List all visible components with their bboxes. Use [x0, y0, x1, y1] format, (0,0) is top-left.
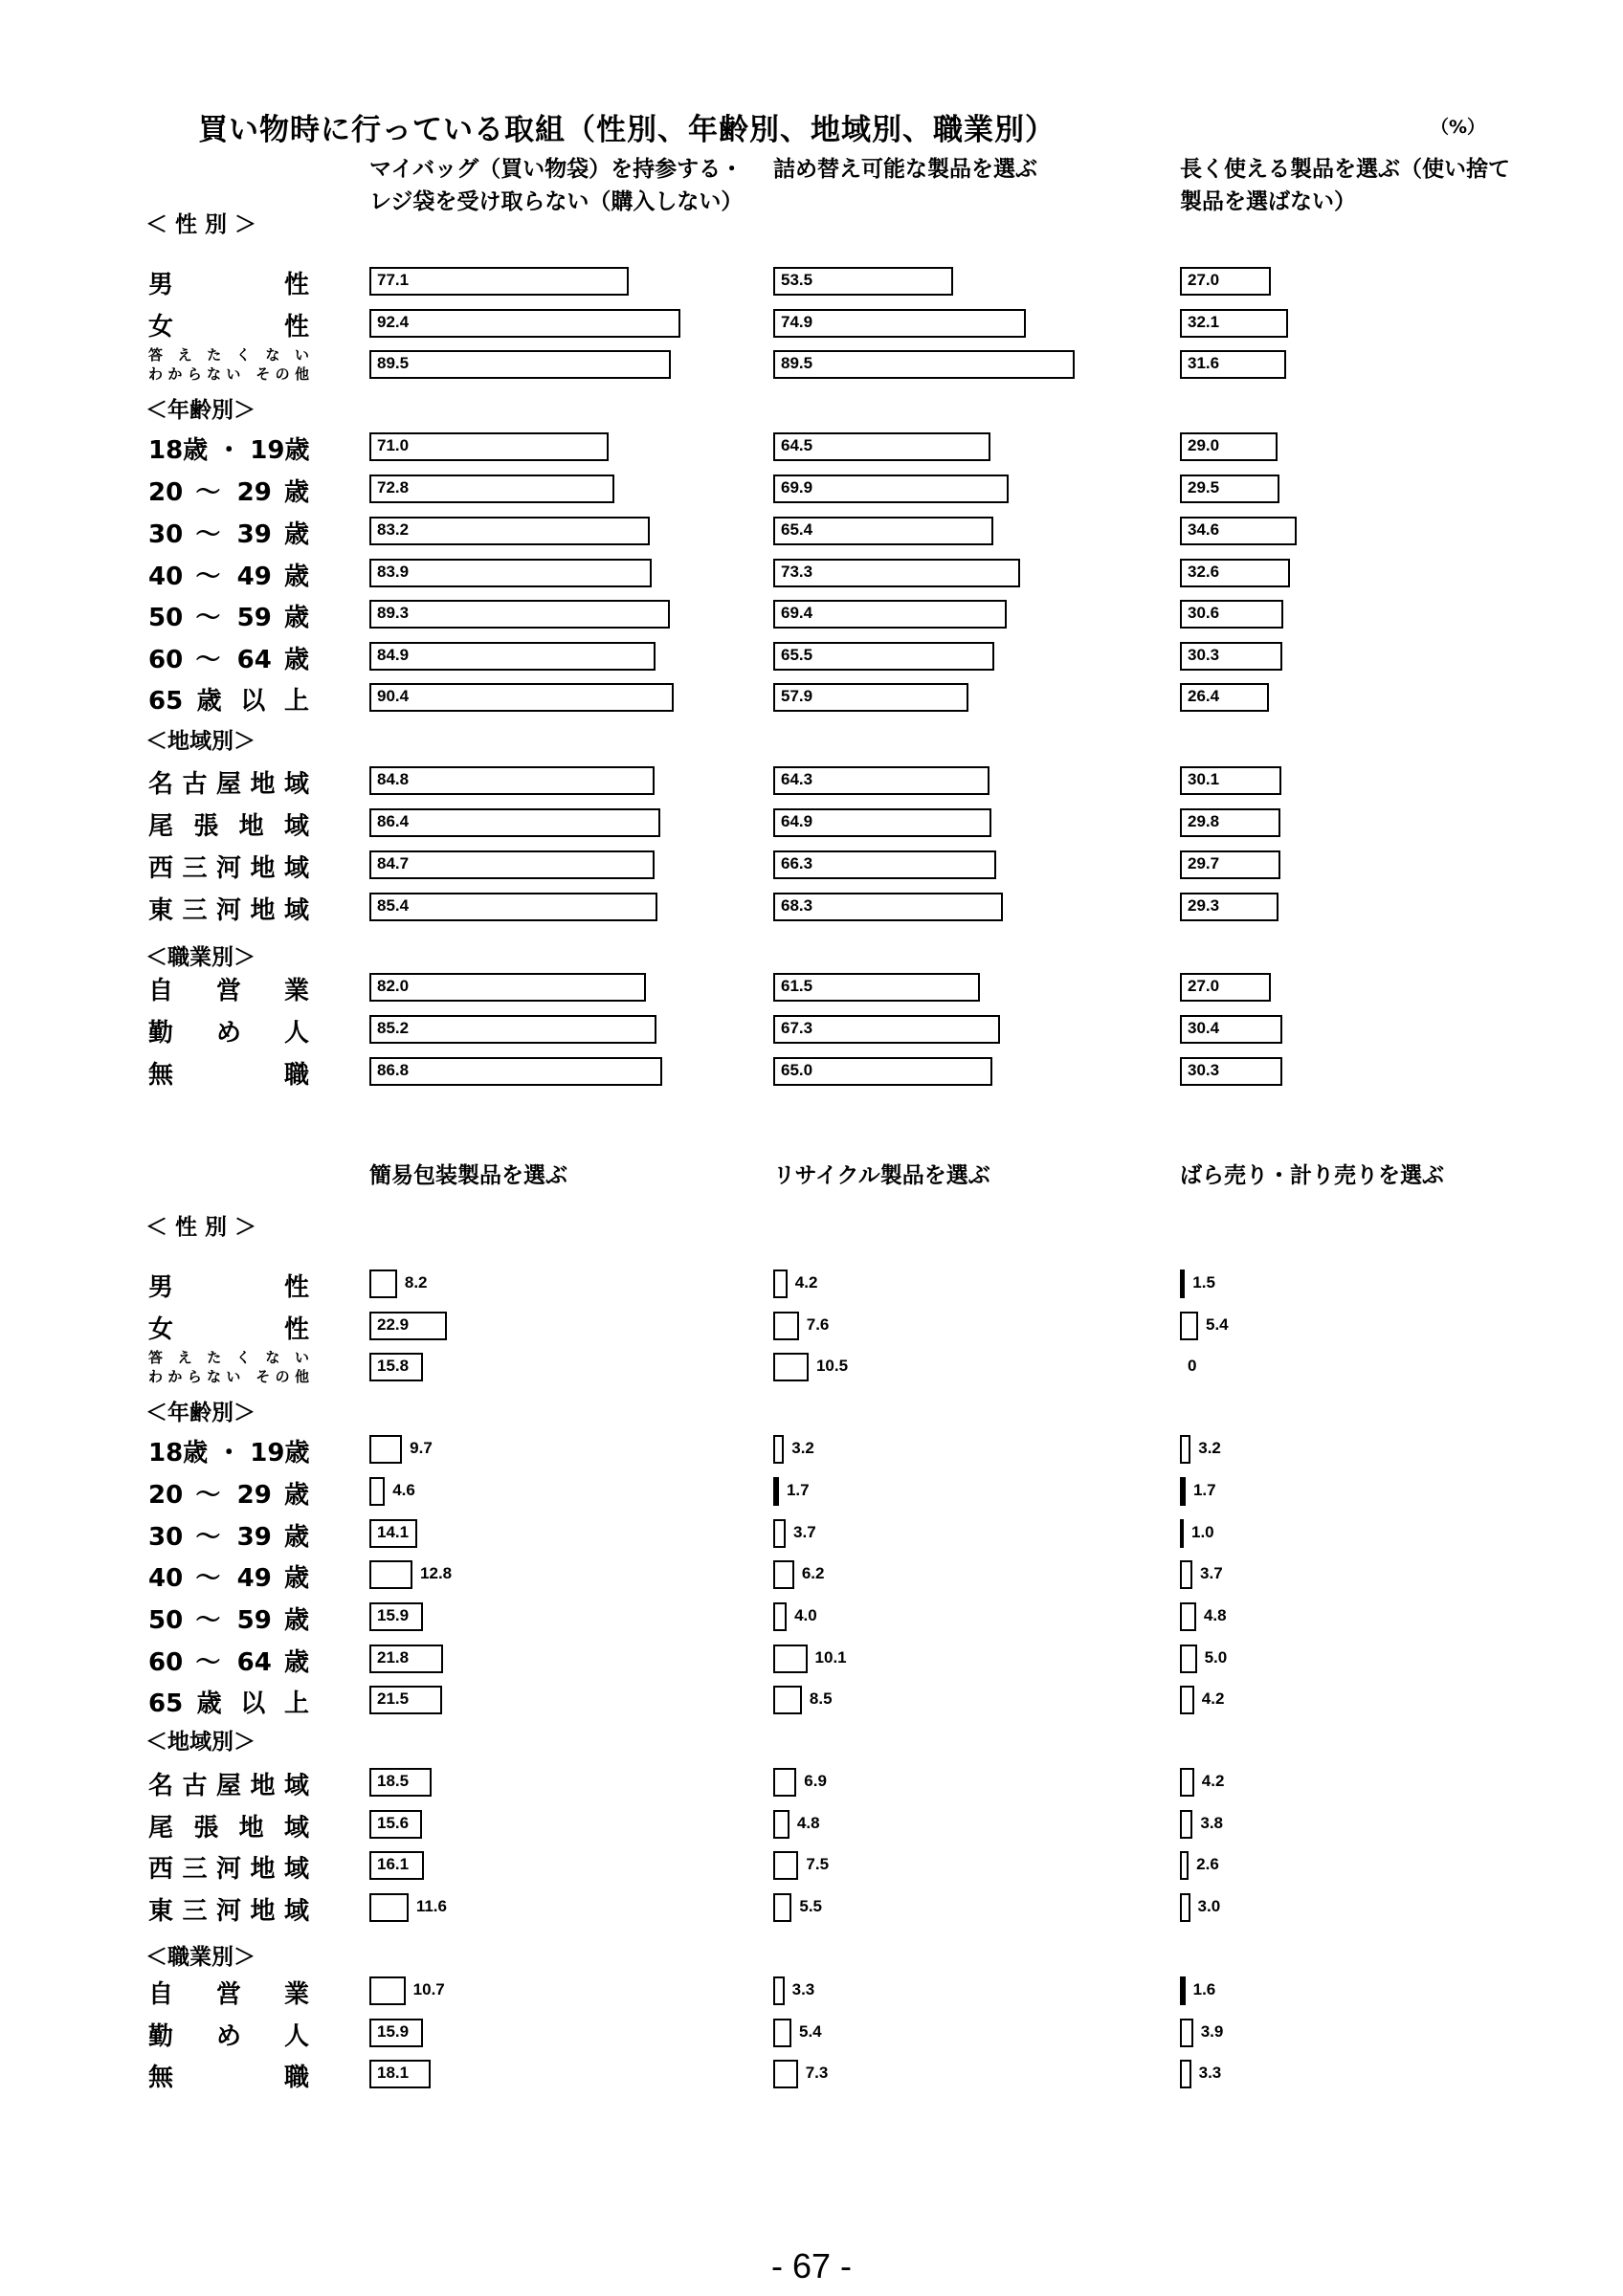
data-label: 7.6	[806, 1315, 830, 1334]
bar-mark	[773, 1269, 788, 1298]
data-label: 30.3	[1188, 646, 1220, 664]
series-header: レジ袋を受け取らない（購入しない）	[369, 189, 744, 214]
row-label: 西三河地域	[148, 1855, 309, 1884]
group-header-region: ＜地域別＞	[145, 729, 256, 754]
bar-mark	[773, 1645, 808, 1673]
row-label: 男 性	[148, 271, 309, 299]
data-label: 4.0	[794, 1606, 817, 1624]
bar-mark	[369, 1560, 412, 1589]
bar-mark	[773, 1560, 794, 1589]
row-label: 尾張地域	[148, 1814, 309, 1843]
bar-mark	[773, 1893, 791, 1922]
data-label: 27.0	[1188, 977, 1220, 995]
data-label: 65.0	[781, 1061, 813, 1079]
data-label: 6.9	[804, 1772, 827, 1790]
row-label: 女 性	[148, 313, 309, 342]
data-label: 84.8	[377, 770, 410, 788]
data-label: 10.5	[815, 1357, 849, 1375]
bar-mark	[369, 1015, 656, 1044]
data-label: 64.5	[781, 436, 813, 454]
data-label: 1.0	[1191, 1523, 1214, 1541]
data-label: 7.5	[806, 1855, 830, 1873]
bar-mark	[1180, 1435, 1190, 1464]
data-label: 29.8	[1188, 812, 1220, 830]
row-label: 30 ～ 39 歳	[148, 1523, 309, 1552]
data-label: 57.9	[781, 687, 813, 705]
data-label: 3.3	[1198, 2064, 1222, 2082]
data-label: 3.3	[791, 1980, 815, 1998]
series-header: マイバッグ（買い物袋）を持参する・	[369, 157, 744, 182]
data-label: 15.9	[377, 2022, 410, 2041]
group-header-age: ＜年齢別＞	[145, 398, 256, 423]
row-label: 40 ～ 49 歳	[148, 563, 309, 591]
data-label: 1.6	[1192, 1980, 1216, 1998]
bar-mark	[773, 1686, 802, 1714]
data-label: 18.5	[377, 1772, 410, 1790]
data-label: 77.1	[377, 271, 410, 289]
data-label: 29.3	[1188, 896, 1220, 915]
data-label: 1.7	[1192, 1481, 1216, 1499]
data-label: 4.8	[796, 1814, 820, 1832]
row-label: 勤め人	[148, 2022, 309, 2051]
bar-mark	[1180, 1560, 1192, 1589]
group-header-gender: ＜ 性 別 ＞	[145, 1215, 257, 1240]
group-header-occupation: ＜職業別＞	[145, 945, 256, 970]
data-label: 29.5	[1188, 478, 1220, 497]
row-label: 東三河地域	[148, 896, 309, 925]
bar-mark	[1180, 1269, 1185, 1298]
bar-mark	[773, 1353, 809, 1381]
data-label: 4.2	[1201, 1772, 1225, 1790]
data-label: 53.5	[781, 271, 813, 289]
bar-mark	[773, 1976, 785, 2005]
data-label: 30.4	[1188, 1019, 1220, 1037]
row-label: 西三河地域	[148, 854, 309, 883]
data-label: 16.1	[377, 1855, 410, 1873]
data-label: 6.2	[801, 1564, 825, 1582]
group-header-occupation: ＜職業別＞	[145, 1945, 256, 1970]
bar-mark	[369, 1976, 406, 2005]
data-label: 66.3	[781, 854, 813, 872]
bar-mark	[1180, 1768, 1194, 1797]
bar-mark	[773, 1602, 787, 1631]
data-label: 21.8	[377, 1648, 410, 1667]
bar-mark	[773, 1810, 789, 1839]
bar-mark	[369, 893, 657, 921]
data-label: 32.6	[1188, 563, 1220, 581]
series-header: 製品を選ばない）	[1180, 189, 1356, 214]
data-label: 22.9	[377, 1315, 410, 1334]
data-label: 10.1	[814, 1648, 847, 1667]
data-label: 3.0	[1197, 1897, 1221, 1915]
data-label: 3.7	[1200, 1564, 1223, 1582]
data-label: 65.5	[781, 646, 813, 664]
bar-mark	[369, 1477, 385, 1506]
group-header-region: ＜地域別＞	[145, 1730, 256, 1755]
data-label: 29.0	[1188, 436, 1220, 454]
row-label: 名古屋地域	[148, 770, 309, 799]
data-label: 92.4	[377, 313, 410, 331]
data-label: 4.8	[1203, 1606, 1227, 1624]
data-label: 68.3	[781, 896, 813, 915]
row-label-small-0: 答 え た く な い	[148, 346, 309, 364]
data-label: 29.7	[1188, 854, 1220, 872]
row-label-small-1: わからない その他	[148, 365, 309, 383]
group-header-gender: ＜ 性 別 ＞	[145, 212, 257, 237]
row-label: 18歳 ・ 19歳	[148, 436, 310, 465]
data-label: 3.7	[793, 1523, 816, 1541]
bar-mark	[1180, 1645, 1197, 1673]
data-label: 84.9	[377, 646, 410, 664]
data-label: 85.2	[377, 1019, 410, 1037]
data-label: 3.9	[1200, 2022, 1224, 2041]
data-label: 12.8	[420, 1564, 453, 1582]
bar-mark	[369, 683, 674, 712]
bar-mark	[1180, 1312, 1198, 1340]
data-label: 86.4	[377, 812, 410, 830]
row-label: 女 性	[148, 1315, 309, 1344]
data-label: 32.1	[1188, 313, 1220, 331]
data-label: 1.7	[786, 1481, 810, 1499]
page-title: 買い物時に行っている取組（性別、年齢別、地域別、職業別）	[198, 113, 1056, 147]
data-label: 72.8	[377, 478, 410, 497]
data-label: 15.9	[377, 1606, 410, 1624]
row-label: 65 歳 以 上	[148, 1689, 309, 1718]
data-label: 90.4	[377, 687, 410, 705]
series-header: 簡易包装製品を選ぶ	[369, 1163, 567, 1188]
bar-mark	[369, 1435, 402, 1464]
data-label: 83.2	[377, 520, 410, 539]
data-label: 5.0	[1204, 1648, 1228, 1667]
row-label: 自営業	[148, 1980, 309, 2009]
bar-mark	[369, 1269, 397, 1298]
bar-mark	[1180, 1519, 1184, 1548]
group-header-age: ＜年齢別＞	[145, 1401, 256, 1425]
bar-mark	[369, 808, 660, 837]
bar-mark	[369, 559, 652, 587]
data-label: 14.1	[377, 1523, 410, 1541]
bar-mark	[369, 973, 646, 1002]
data-label: 8.2	[404, 1273, 428, 1292]
row-label: 18歳 ・ 19歳	[148, 1439, 310, 1468]
data-label: 83.9	[377, 563, 410, 581]
data-label: 86.8	[377, 1061, 410, 1079]
row-label: 40 ～ 49 歳	[148, 1564, 309, 1593]
row-label: 30 ～ 39 歳	[148, 520, 309, 549]
bar-mark	[1180, 2060, 1191, 2088]
bar-mark	[369, 850, 655, 879]
data-label: 69.9	[781, 478, 813, 497]
row-label: 男 性	[148, 1273, 309, 1302]
bar-mark	[1180, 1477, 1186, 1506]
bar-mark	[773, 1312, 799, 1340]
data-label: 85.4	[377, 896, 410, 915]
data-label: 30.1	[1188, 770, 1220, 788]
data-label: 64.9	[781, 812, 813, 830]
data-label: 67.3	[781, 1019, 813, 1037]
data-label: 34.6	[1188, 520, 1220, 539]
bar-mark	[369, 517, 650, 545]
data-label: 1.5	[1192, 1273, 1215, 1292]
bar-mark	[1180, 1851, 1189, 1880]
bar-mark	[369, 350, 671, 379]
row-label: 無職	[148, 1061, 309, 1090]
data-label: 4.6	[392, 1481, 415, 1499]
bar-mark	[1180, 2019, 1193, 2047]
data-label: 5.4	[799, 2022, 822, 2041]
data-label: 30.3	[1188, 1061, 1220, 1079]
series-header: ばら売り・計り売りを選ぶ	[1180, 1163, 1444, 1188]
bar-mark	[369, 600, 670, 629]
data-label: 5.4	[1206, 1315, 1229, 1334]
data-label: 11.6	[415, 1897, 447, 1915]
data-label: 18.1	[377, 2064, 410, 2082]
row-label: 60 ～ 64 歳	[148, 646, 309, 674]
bar-mark	[1180, 1602, 1196, 1631]
bar-mark	[1180, 1686, 1194, 1714]
row-label: 勤め人	[148, 1019, 309, 1048]
bar-mark	[773, 2019, 791, 2047]
row-label-small-0: 答 え た く な い	[148, 1349, 309, 1366]
data-label: 9.7	[410, 1439, 433, 1457]
data-label: 64.3	[781, 770, 813, 788]
data-label: 4.2	[1201, 1689, 1225, 1708]
row-label: 東三河地域	[148, 1897, 309, 1926]
data-label: 69.4	[781, 604, 813, 622]
data-label: 31.6	[1188, 354, 1220, 372]
data-label: 61.5	[781, 977, 813, 995]
row-label: 20 ～ 29 歳	[148, 1481, 309, 1510]
bar-mark	[773, 1435, 784, 1464]
data-label: 10.7	[412, 1980, 445, 1998]
data-label: 2.6	[1196, 1855, 1219, 1873]
data-label: 15.8	[377, 1357, 410, 1375]
bar-mark	[369, 642, 656, 671]
data-label: 21.5	[377, 1689, 410, 1708]
bar-mark	[773, 2060, 798, 2088]
row-label: 20 ～ 29 歳	[148, 478, 309, 507]
row-label: 無職	[148, 2064, 309, 2092]
data-label: 89.3	[377, 604, 410, 622]
bar-mark	[773, 1477, 779, 1506]
data-label: 89.5	[781, 354, 813, 372]
data-label: 27.0	[1188, 271, 1220, 289]
row-label: 50 ～ 59 歳	[148, 604, 309, 632]
bar-mark	[773, 1851, 798, 1880]
bar-mark	[773, 1519, 786, 1548]
series-header: リサイクル製品を選ぶ	[773, 1163, 990, 1188]
bar-mark	[1180, 1976, 1186, 2005]
data-label: 8.5	[809, 1689, 833, 1708]
series-header: 長く使える製品を選ぶ（使い捨て	[1180, 157, 1510, 182]
data-label: 3.8	[1200, 1814, 1224, 1832]
bar-mark	[1180, 1893, 1190, 1922]
bar-mark	[369, 766, 655, 795]
data-label: 4.2	[794, 1273, 818, 1292]
page-number: - 67 -	[770, 2246, 853, 2285]
data-label: 5.5	[799, 1897, 822, 1915]
row-label: 尾張地域	[148, 812, 309, 841]
row-label: 60 ～ 64 歳	[148, 1648, 309, 1677]
data-label: 15.6	[377, 1814, 410, 1832]
data-label: 71.0	[377, 436, 410, 454]
data-label: 30.6	[1188, 604, 1220, 622]
data-label: 3.2	[1198, 1439, 1221, 1457]
bar-mark	[1180, 1810, 1192, 1839]
data-label: 65.4	[781, 520, 813, 539]
series-header: 詰め替え可能な製品を選ぶ	[773, 157, 1037, 182]
bar-mark	[773, 350, 1075, 379]
row-label: 65 歳 以 上	[148, 687, 309, 716]
row-label: 名古屋地域	[148, 1772, 309, 1800]
unit-label: （%）	[1431, 117, 1486, 138]
row-label-small-1: わからない その他	[148, 1368, 309, 1385]
bar-mark	[773, 1768, 796, 1797]
data-label: 84.7	[377, 854, 410, 872]
data-label: 82.0	[377, 977, 410, 995]
data-label: 0	[1188, 1357, 1197, 1375]
data-label: 73.3	[781, 563, 813, 581]
bar-mark	[369, 1893, 409, 1922]
data-label: 89.5	[377, 354, 410, 372]
data-label: 3.2	[791, 1439, 814, 1457]
row-label: 50 ～ 59 歳	[148, 1606, 309, 1635]
data-label: 7.3	[805, 2064, 829, 2082]
bar-mark	[369, 309, 680, 338]
bar-mark	[369, 1057, 662, 1086]
row-label: 自営業	[148, 977, 309, 1005]
data-label: 74.9	[781, 313, 813, 331]
data-label: 26.4	[1188, 687, 1220, 705]
